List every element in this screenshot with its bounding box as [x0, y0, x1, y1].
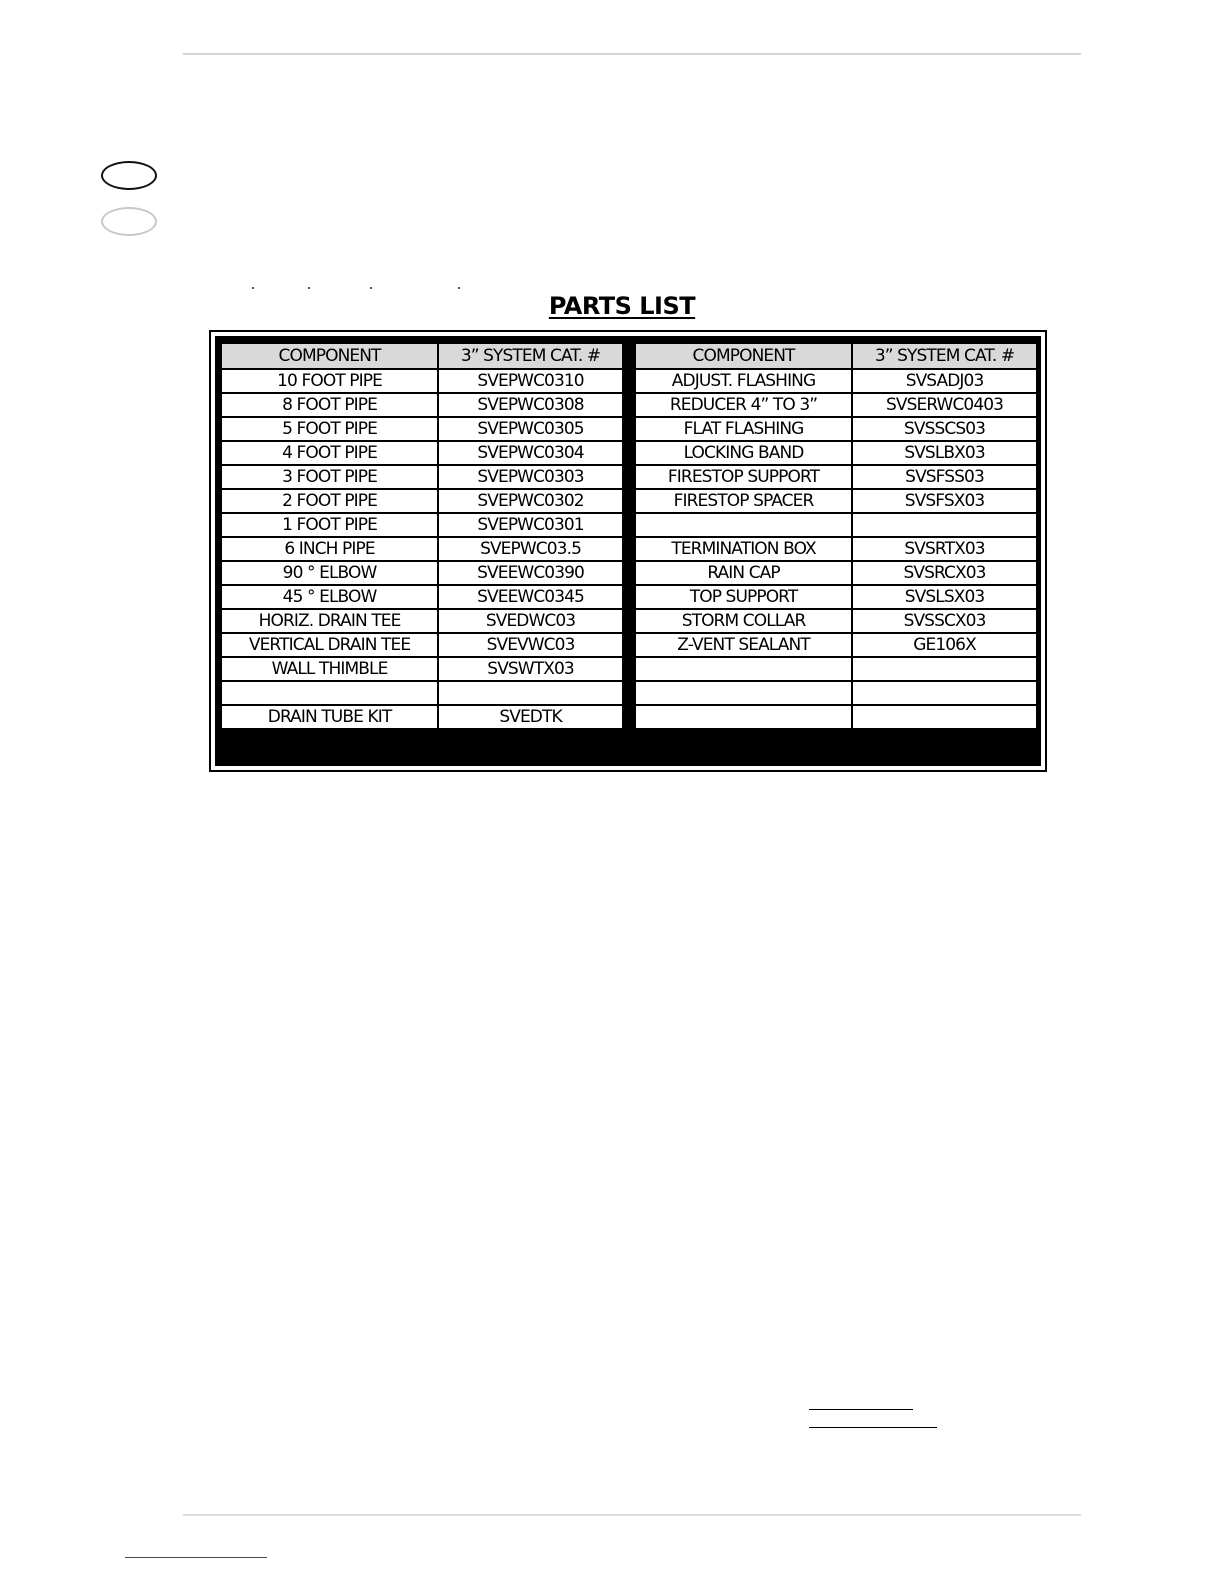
table-row — [221, 609, 623, 633]
column-header-catalog: 3” SYSTEM CAT. # — [852, 343, 1037, 369]
component-cell: 1 FOOT PIPE — [221, 513, 438, 537]
parts-table-left — [220, 342, 624, 730]
catalog-number-cell: SVEPWC0302 — [438, 489, 623, 513]
table-row — [635, 633, 1037, 657]
table-row — [221, 417, 623, 441]
table-row — [635, 489, 1037, 513]
table-row — [635, 465, 1037, 489]
signature-line — [809, 1409, 913, 1410]
catalog-number-cell: SVEEWC0345 — [438, 585, 623, 609]
component-cell: 3 FOOT PIPE — [221, 465, 438, 489]
component-cell: FIRESTOP SPACER — [635, 489, 852, 513]
table-row — [221, 513, 623, 537]
column-header-catalog: 3” SYSTEM CAT. # — [438, 343, 623, 369]
catalog-number-cell: SVEVWC03 — [438, 633, 623, 657]
table-row — [635, 417, 1037, 441]
parts-list-frame-inner — [215, 336, 1041, 766]
component-cell — [635, 681, 852, 705]
catalog-number-cell: SVEPWC0308 — [438, 393, 623, 417]
table-row — [635, 561, 1037, 585]
catalog-number-cell: SVSRTX03 — [852, 537, 1037, 561]
parts-list-frame — [209, 330, 1047, 772]
table-row — [221, 705, 623, 729]
component-cell — [635, 513, 852, 537]
catalog-number-cell: SVSFSS03 — [852, 465, 1037, 489]
table-row — [221, 489, 623, 513]
catalog-number-cell: SVSLSX03 — [852, 585, 1037, 609]
component-cell: 6 INCH PIPE — [221, 537, 438, 561]
catalog-number-cell — [852, 513, 1037, 537]
table-row — [635, 585, 1037, 609]
component-cell: 4 FOOT PIPE — [221, 441, 438, 465]
component-cell: FIRESTOP SUPPORT — [635, 465, 852, 489]
parts-table-right-body — [635, 369, 1037, 729]
table-header-row — [221, 343, 623, 369]
component-cell: RAIN CAP — [635, 561, 852, 585]
component-cell: FLAT FLASHING — [635, 417, 852, 441]
catalog-number-cell: SVEPWC0301 — [438, 513, 623, 537]
catalog-number-cell: SVSLBX03 — [852, 441, 1037, 465]
component-cell: HORIZ. DRAIN TEE — [221, 609, 438, 633]
component-cell: DRAIN TUBE KIT — [221, 705, 438, 729]
table-row — [635, 393, 1037, 417]
table-row — [221, 465, 623, 489]
catalog-number-cell: SVSWTX03 — [438, 657, 623, 681]
table-row — [635, 657, 1037, 681]
catalog-number-cell: GE106X — [852, 633, 1037, 657]
catalog-number-cell: SVSERWC0403 — [852, 393, 1037, 417]
component-cell: 10 FOOT PIPE — [221, 369, 438, 393]
catalog-number-cell: SVSRCX03 — [852, 561, 1037, 585]
catalog-number-cell: SVEEWC0390 — [438, 561, 623, 585]
table-row — [221, 633, 623, 657]
component-cell: TERMINATION BOX — [635, 537, 852, 561]
component-cell: 5 FOOT PIPE — [221, 417, 438, 441]
catalog-number-cell: SVSADJ03 — [852, 369, 1037, 393]
table-row — [221, 537, 623, 561]
table-row — [221, 369, 623, 393]
component-cell: 45 ° ELBOW — [221, 585, 438, 609]
table-row — [221, 393, 623, 417]
speck — [370, 287, 372, 289]
column-header-component: COMPONENT — [635, 343, 852, 369]
component-cell: WALL THIMBLE — [221, 657, 438, 681]
signature-line — [809, 1427, 937, 1428]
table-row — [635, 609, 1037, 633]
oval-marker-light — [101, 207, 157, 236]
speck — [308, 287, 310, 289]
speck — [252, 287, 254, 289]
catalog-number-cell — [438, 681, 623, 705]
table-row — [635, 369, 1037, 393]
table-row — [221, 681, 623, 705]
table-row — [221, 561, 623, 585]
catalog-number-cell: SVEDTK — [438, 705, 623, 729]
table-row — [221, 441, 623, 465]
catalog-number-cell — [852, 657, 1037, 681]
component-cell: TOP SUPPORT — [635, 585, 852, 609]
component-cell — [221, 681, 438, 705]
table-header-row — [635, 343, 1037, 369]
oval-marker-dark — [101, 161, 157, 190]
catalog-number-cell: SVSFSX03 — [852, 489, 1037, 513]
component-cell: LOCKING BAND — [635, 441, 852, 465]
table-row — [221, 585, 623, 609]
component-cell: Z-VENT SEALANT — [635, 633, 852, 657]
catalog-number-cell: SVEDWC03 — [438, 609, 623, 633]
component-cell: REDUCER 4” TO 3” — [635, 393, 852, 417]
parts-list-title: PARTS LIST — [548, 292, 696, 320]
table-row — [635, 681, 1037, 705]
catalog-number-cell: SVEPWC03.5 — [438, 537, 623, 561]
parts-table-left-body — [221, 369, 623, 729]
table-row — [635, 705, 1037, 729]
component-cell: 8 FOOT PIPE — [221, 393, 438, 417]
header-rule — [183, 53, 1081, 55]
table-row — [635, 513, 1037, 537]
catalog-number-cell: SVSSCX03 — [852, 609, 1037, 633]
column-header-component: COMPONENT — [221, 343, 438, 369]
table-row — [635, 537, 1037, 561]
speck — [458, 287, 460, 289]
component-cell: STORM COLLAR — [635, 609, 852, 633]
component-cell: ADJUST. FLASHING — [635, 369, 852, 393]
catalog-number-cell — [852, 705, 1037, 729]
scan-specks — [250, 287, 470, 291]
footer-link-underline — [125, 1557, 267, 1558]
component-cell — [635, 705, 852, 729]
catalog-number-cell — [852, 681, 1037, 705]
catalog-number-cell: SVEPWC0305 — [438, 417, 623, 441]
parts-table-right — [634, 342, 1038, 730]
component-cell: VERTICAL DRAIN TEE — [221, 633, 438, 657]
component-cell: 2 FOOT PIPE — [221, 489, 438, 513]
catalog-number-cell: SVEPWC0310 — [438, 369, 623, 393]
catalog-number-cell: SVEPWC0303 — [438, 465, 623, 489]
table-row — [635, 441, 1037, 465]
footer-rule — [183, 1514, 1081, 1516]
component-cell: 90 ° ELBOW — [221, 561, 438, 585]
catalog-number-cell: SVSSCS03 — [852, 417, 1037, 441]
table-row — [221, 657, 623, 681]
catalog-number-cell: SVEPWC0304 — [438, 441, 623, 465]
component-cell — [635, 657, 852, 681]
